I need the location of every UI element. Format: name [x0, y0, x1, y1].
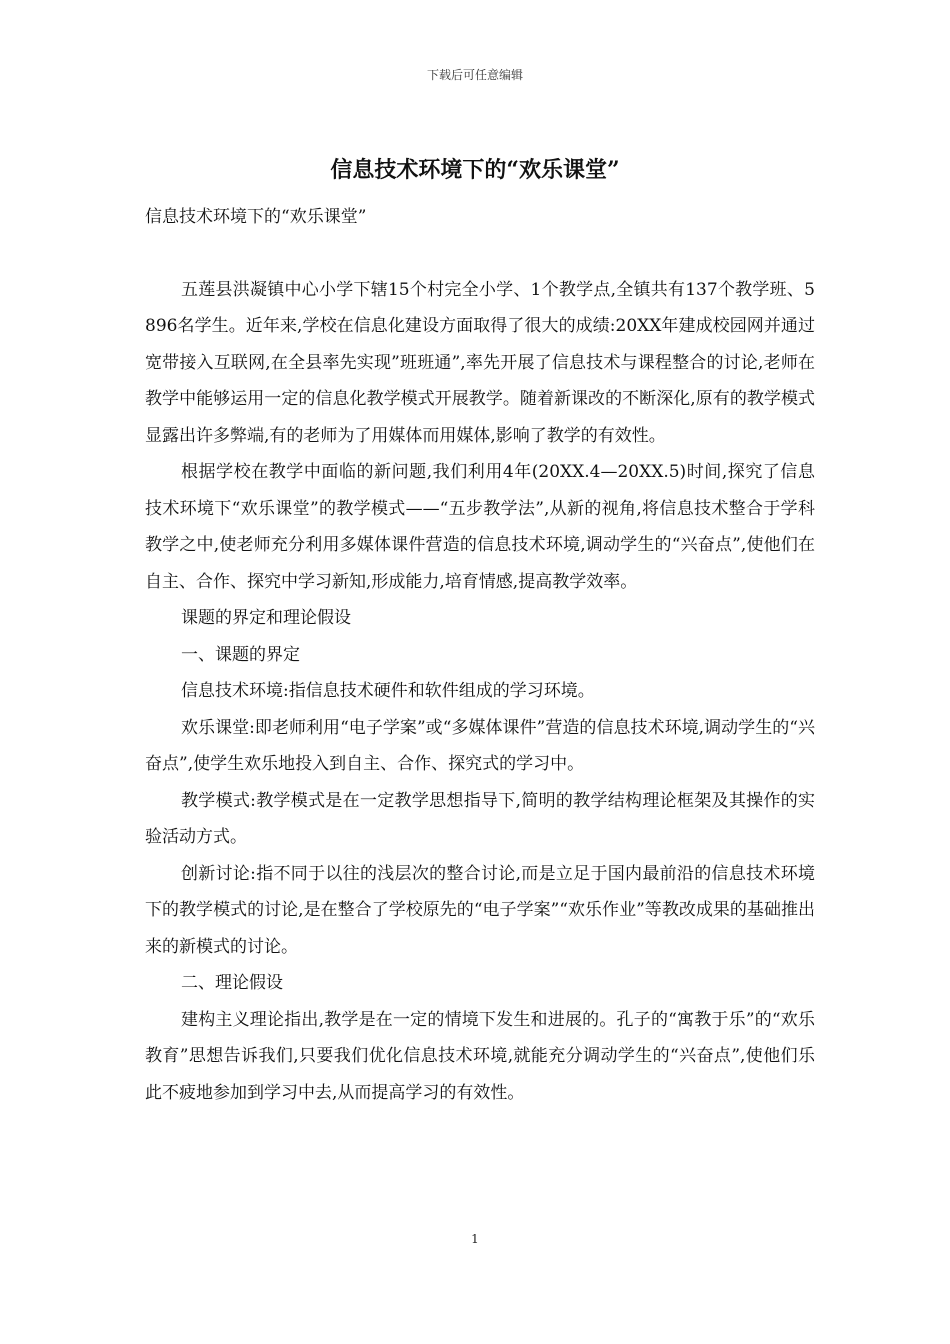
document-title: 信息技术环境下的“欢乐课堂” [330, 157, 620, 183]
definition-innovative-research: 创新讨论:指不同于以往的浅层次的整合讨论,而是立足于国内最前沿的信息技术环境下的教学模式的讨论,是在整合了学校原先的“电子学案”“欢乐作业”等教改成果的基础推出来的新模式的讨论。 [145, 863, 815, 957]
section-heading-definition: 一、课题的界定 [181, 644, 300, 665]
document-subtitle: 信息技术环境下的“欢乐课堂” [145, 207, 367, 227]
section-heading-definition-hypothesis: 课题的界定和理论假设 [181, 608, 351, 628]
body-paragraph-constructivism: 建构主义理论指出,教学是在一定的情境下发生和进展的。孔子的“寓教于乐”的“欢乐教育”思想告诉我们,只要我们优化信息技术环境,就能充分调动学生的“兴奋点”,使他们乐此不疲地参加到学习中去,从而提高学习的有效性。 [145, 1009, 815, 1103]
definition-teaching-model: 教学模式:教学模式是在一定教学思想指导下,简明的教学结构理论框架及其操作的实验活动方式。 [145, 790, 815, 847]
body-paragraph-intro: 五莲县洪凝镇中心小学下辖15个村完全小学、1个教学点,全镇共有137个教学班、5 896名学生。近年来,学校在信息化建设方面取得了很大的成绩:20XX年建成校园网并通过宽带接入互联网,在全县率先实现”班班通”,率先开展了信息技术与课程整合的讨论,老师在教学中能够运用一定的信息化教学模式开展教学。随着新课改的不断深化,原有的教学模式显露出许多弊端,有的老师为了用媒体而用媒体,影响了教学的有效性。 [145, 279, 815, 446]
page-number: 1 [471, 1232, 479, 1246]
definition-it-environment: 信息技术环境:指信息技术硬件和软件组成的学习环境。 [181, 681, 595, 701]
section-heading-hypothesis: 二、理论假设 [181, 973, 283, 993]
definition-happy-classroom: 欢乐课堂:即老师利用“电子学案”或“多媒体课件”营造的信息技术环境,调动学生的“兴奋点”,使学生欢乐地投入到自主、合作、探究式的学习中。 [145, 717, 815, 774]
document-body [145, 199, 815, 1111]
body-paragraph-research: 根据学校在教学中面临的新问题,我们利用4年(20XX.4—20XX.5)时间,探究了信息技术环境下“欢乐课堂”的教学模式——“五步教学法”,从新的视角,将信息技术整合于学科教学之中,使老师充分利用多媒体课件营造的信息技术环境,调动学生的“兴奋点”,使他们在自主、合作、探究中学习新知,形成能力,培育情感,提高教学效率。 [145, 462, 815, 592]
header-note: 下载后可任意编辑 [426, 68, 523, 82]
